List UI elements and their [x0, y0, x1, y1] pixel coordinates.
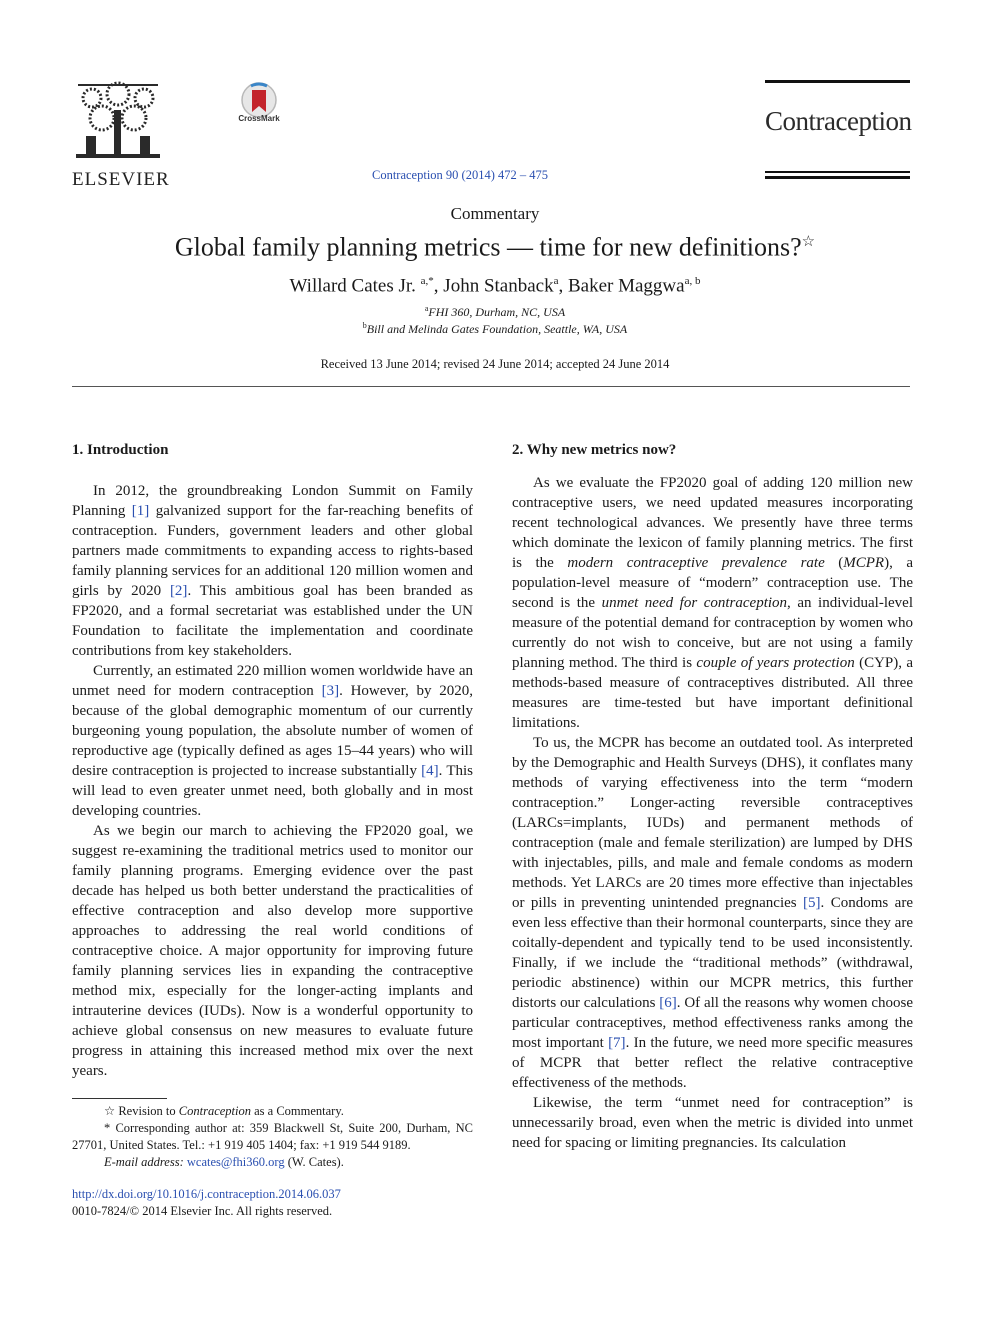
email-label: E-mail address: [104, 1155, 184, 1169]
text-run: Currently, an estimated 220 million women worldwide have an unmet need for modern contraception [72, 663, 473, 699]
title-footnote-mark[interactable]: ☆ [801, 234, 816, 250]
term-italic: modern contraceptive prevalence rate [567, 555, 825, 571]
text-run: (CYP), a methods-based measure of contraceptives distributed. All three measures are time-tested but have important definitional limitations. [512, 655, 914, 731]
text-run: , an individual-level measure of the potential demand for contraception by women who currently do not wish to conceive, but are not using a family planning method. The third is [512, 595, 913, 671]
elsevier-tree-icon [72, 80, 164, 162]
author-name: John Stanback [443, 275, 554, 297]
section-heading-introduction: 1. Introduction [72, 442, 169, 458]
header-divider [72, 386, 910, 387]
intro-paragraph-1 [72, 481, 473, 661]
text-run: In 2012, the groundbreaking London Summit on Family Planning [72, 483, 473, 519]
reference-link[interactable]: [4] [421, 763, 439, 779]
text-run: . Condoms are even less effective than their hormonal counterparts, since they are coitally-dependent and typically tend to be used inconsistently. Finally, if we include the “traditional methods” (withdrawal, periodic abstinence) within our MCPR metrics, this further distorts our calculations [512, 895, 913, 1011]
author-affiliation-mark[interactable]: a, b [684, 275, 701, 287]
text-run: . This will lead to even greater unmet need, both globally and in most developing countries. [72, 763, 473, 819]
reference-link[interactable]: [3] [321, 683, 340, 699]
reference-link[interactable]: [7] [608, 1035, 626, 1051]
text-run: Corresponding author at: 359 Blackwell St, Suite 200, Durham, NC 27701, United States. Tel.: +1 919 405 1404; fax: +1 919 544 9189. [72, 1121, 473, 1152]
affiliation-mark: a [424, 304, 429, 313]
term-italic: unmet need for contraception [601, 595, 788, 611]
doi-link[interactable]: http://dx.doi.org/10.1016/j.contraception.2014.06.037 [72, 1187, 341, 1201]
article-title [0, 232, 990, 263]
why-paragraph-2 [512, 733, 913, 1093]
footnote-star-mark: ☆ [104, 1104, 116, 1118]
text-run: . However, by 2020, because of the global demographic momentum of our currently burgeoning young population, the absolute number of women of reproductive age (typically defined as ages 15–44 years) who will desire contraception is projected to increase substantially [72, 683, 473, 779]
intro-paragraph-3: As we begin our march to achieving the FP2020 goal, we suggest re-examining the traditional metrics used to monitor our family planning programs. Emerging evidence over the past decade has helped us both better understand the practicalities of effective contraception and also develop more supportive approaches to addressing the real world conditions of contraceptive choice. A major opportunity for improving future family planning services lies in expanding the contraceptive method mix, especially for the longer-acting implants and intrauterine devices (IUDs). Now is a wonderful opportunity to achieve global consensus on new measures to evaluate future progress in attaining this increased method mix over the next years. [72, 823, 473, 1079]
footnote-email [72, 1154, 473, 1171]
right-column [512, 440, 913, 1153]
reference-link[interactable]: [5] [803, 895, 821, 911]
reference-link[interactable]: [6] [659, 995, 677, 1011]
author-list: Willard Cates Jr. $^{a,*}$, John Stanback$^a$, Baker Maggwa$^{a, b}$ [289, 275, 701, 297]
footnote-revision [72, 1103, 473, 1120]
journal-rule [765, 80, 910, 83]
text-run: . This ambitious goal has been branded as FP2020, and a formal secretariat was established under the UN Foundation to facilitate the implementation and coordinate contributions from key stakeholders. [72, 583, 473, 659]
article-type: Commentary [450, 204, 540, 223]
text-run: ), a population-level measure of “modern” contraception use. The second is the [512, 555, 914, 611]
crossmark-label: CrossMark [238, 114, 280, 123]
article-title-text: Global family planning metrics — time for new definitions? [174, 232, 802, 262]
elsevier-logo [72, 80, 170, 190]
text-run: ( [824, 555, 844, 571]
affiliation [0, 304, 990, 320]
footnote-corresponding-author [72, 1120, 473, 1154]
affiliation-text: FHI 360, Durham, NC, USA [428, 305, 566, 319]
affiliation-text: Bill and Melinda Gates Foundation, Seattle, WA, USA [366, 322, 628, 336]
article-history-dates: Received 13 June 2014; revised 24 June 2014; accepted 24 June 2014 [320, 357, 670, 371]
journal-rule [765, 176, 910, 179]
copyright: 0010-7824/© 2014 Elsevier Inc. All rights reserved. [72, 1204, 333, 1218]
text-run: . Of all the reasons why women choose particular contraceptives, method effectiveness ranks among the most important [512, 995, 913, 1051]
section-heading-why-new-metrics: 2. Why new metrics now? [512, 442, 677, 458]
text-run: galvanized support for the far-reaching benefits of contraception. Funders, government leaders and other global partners made commitments to expanding access to rights-based family planning services for an additional 120 million women and girls by 2020 [72, 503, 473, 599]
author-affiliation-mark[interactable]: a,* [420, 275, 434, 287]
text-run: As we evaluate the FP2020 goal of adding 120 million new contraceptive users, we need updated measures incorporating recent technological advances. We presently have three terms which dominate the lexicon of family planning metrics. The first is the [512, 475, 913, 571]
footnote-asterisk-mark: * [104, 1121, 111, 1135]
journal-citation-link[interactable]: Contraception 90 (2014) 472 – 475 [371, 168, 548, 182]
why-paragraph-3: Likewise, the term “unmet need for contraception” is unnecessarily broad, even when the metric is divided into unmet need for spacing or limiting pregnancies. Its calculation [512, 1095, 913, 1151]
text-run: . In the future, we need more specific measures of MCPR that better reflect the relative contraceptive effectiveness of the methods. [512, 1035, 914, 1091]
term-italic: couple of years protection [696, 655, 855, 671]
email-link[interactable]: wcates@fhi360.org [186, 1155, 285, 1169]
journal-italic: Contraception [178, 1104, 251, 1118]
reference-link[interactable]: [1] [131, 503, 150, 519]
author-affiliation-mark[interactable]: a [553, 275, 559, 287]
journal-rule [765, 171, 910, 173]
footnote-divider [72, 1098, 167, 1099]
publisher-name: ELSEVIER [72, 169, 170, 190]
term-italic: MCPR [843, 555, 885, 571]
text-run: as a Commentary. [250, 1104, 344, 1118]
footer [72, 1186, 473, 1220]
reference-link[interactable]: [2] [169, 583, 188, 599]
left-column [72, 440, 473, 1081]
text-run: (W. Cates). [284, 1155, 344, 1169]
why-paragraph-1 [512, 473, 913, 733]
author-name: Willard Cates Jr. [289, 275, 416, 297]
affiliation [0, 321, 990, 337]
journal-name: Contraception [765, 106, 912, 136]
text-run: To us, the MCPR has become an outdated tool. As interpreted by the Demographic and Health Surveys (DHS), it conflates many methods of varying effectiveness into the term “modern contraception.” Longer-acting reversible contraceptives (LARCs=implants, IUDs) and permanent methods of contraception (male and female sterilization) are lumped by DHS with injectables, pills, and male and female condoms as modern methods. Yet LARCs are 20 times more effective than injectables or pills in preventing unintended pregnancies [512, 735, 913, 911]
author-name: Baker Maggwa [567, 275, 685, 297]
affiliation-mark: b [362, 321, 367, 330]
footnotes [72, 1103, 473, 1171]
text-run: Revision to [115, 1104, 179, 1118]
intro-paragraph-2 [72, 661, 473, 821]
